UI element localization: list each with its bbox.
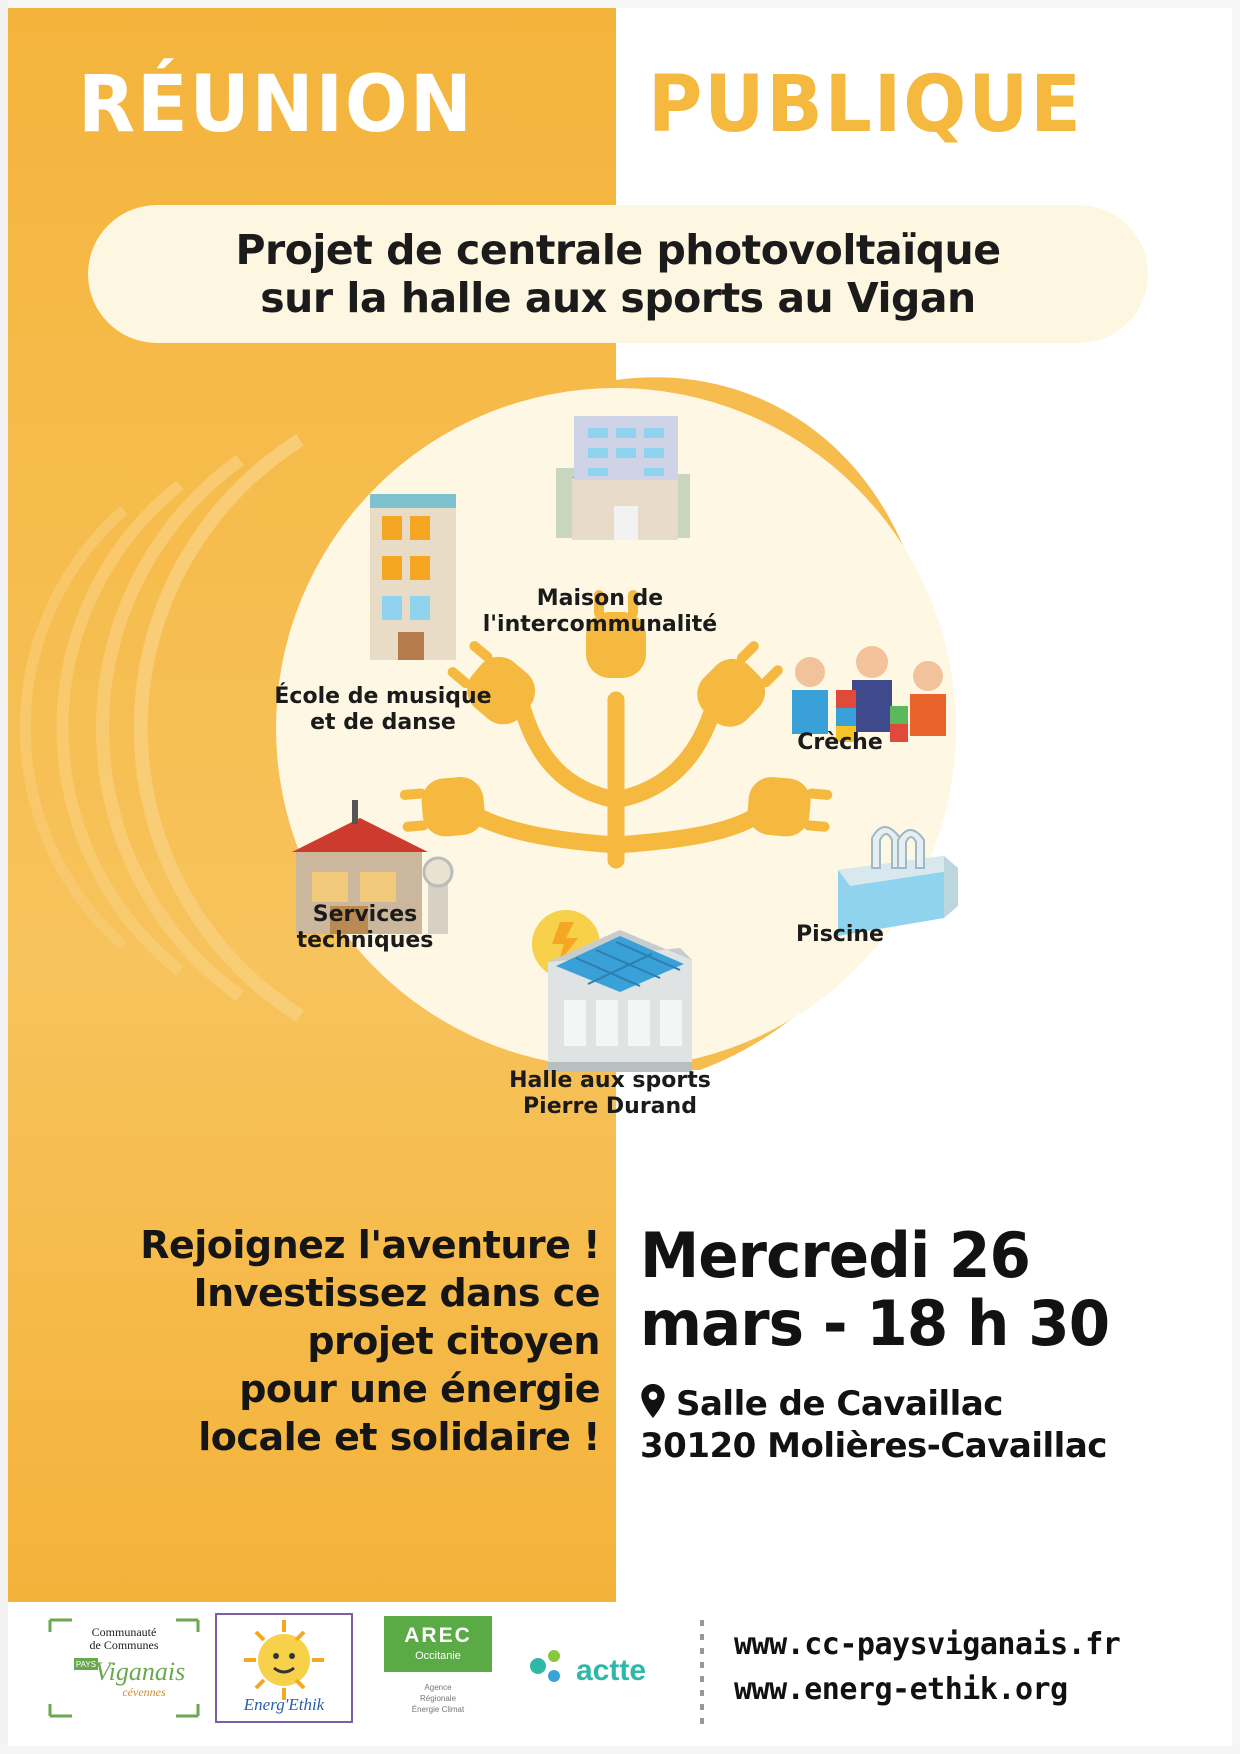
- swimming-pool-art: [838, 827, 958, 936]
- actte-logo: [524, 1640, 684, 1696]
- svg-text:Occitanie: Occitanie: [415, 1650, 461, 1662]
- event-date-line-2: mars - 18 h 30: [640, 1287, 1110, 1361]
- event-venue-line-1: Salle de Cavaillac: [676, 1384, 1003, 1425]
- footer-urls: [734, 1622, 1120, 1712]
- svg-text:Régionale: Régionale: [419, 1694, 457, 1703]
- label-services-techniques: [270, 902, 460, 955]
- label-maison-intercommunalite: [470, 586, 730, 639]
- slogan-line-4: pour une énergie: [239, 1366, 600, 1411]
- svg-text:Energ'Ethik: Energ'Ethik: [243, 1695, 325, 1714]
- communaute-de-communes-pays-viganais-logo: [44, 1616, 204, 1720]
- label-ecole-musique-line1: École de musique: [274, 684, 492, 709]
- creche-children-art: [792, 646, 946, 742]
- svg-text:Énergie Climat: Énergie Climat: [411, 1705, 465, 1714]
- svg-text:actte: actte: [576, 1654, 647, 1687]
- arec-occitanie-logo: [382, 1614, 494, 1722]
- label-maison-intercommunalite-line2: l'intercommunalité: [482, 612, 718, 638]
- label-creche: Crèche: [797, 730, 883, 755]
- url-energ-ethik[interactable]: www.energ-ethik.org: [734, 1672, 1068, 1707]
- footer-divider: [700, 1620, 704, 1724]
- sports-hall-building-art: [532, 910, 692, 1072]
- slogan-line-3: projet citoyen: [307, 1318, 600, 1363]
- svg-text:PAYS: PAYS: [75, 1660, 97, 1669]
- svg-text:Viganais: Viganais: [94, 1657, 186, 1686]
- svg-text:Communauté: Communauté: [91, 1625, 157, 1639]
- svg-text:cévennes: cévennes: [122, 1685, 166, 1699]
- music-school-building-art: [370, 494, 456, 660]
- map-pin-icon: [640, 1384, 666, 1418]
- svg-text:de Communes: de Communes: [89, 1638, 159, 1652]
- label-halle-aux-sports: [460, 1068, 760, 1121]
- label-halle-aux-sports-line1: Halle aux sports: [509, 1068, 711, 1093]
- slogan-line-2: Investissez dans ce: [193, 1270, 600, 1315]
- label-services-techniques-line1: Services: [312, 902, 418, 927]
- url-cc-paysviganais[interactable]: www.cc-paysviganais.fr: [734, 1627, 1121, 1662]
- event-venue-line-2: 30120 Molières-Cavaillac: [640, 1425, 1107, 1466]
- event-details: [640, 1219, 1220, 1467]
- subtitle-line-2: sur la halle aux sports au Vigan: [260, 274, 976, 322]
- svg-text:AREC: AREC: [404, 1624, 472, 1647]
- svg-text:Agence: Agence: [424, 1683, 452, 1692]
- title-word-publique: PUBLIQUE: [648, 60, 1083, 150]
- subtitle-line-1: Projet de centrale photovoltaïque: [235, 225, 1001, 274]
- slogan-line-5: locale et solidaire !: [198, 1414, 600, 1459]
- event-date-line-1: Mercredi 26: [640, 1219, 1030, 1292]
- slogan-line-1: Rejoignez l'aventure !: [140, 1223, 600, 1267]
- label-services-techniques-line2: techniques: [296, 928, 434, 954]
- energethik-logo: [214, 1612, 354, 1724]
- label-piscine: Piscine: [796, 922, 884, 947]
- label-ecole-musique: [258, 684, 508, 737]
- label-ecole-musique-line2: et de danse: [310, 710, 456, 736]
- event-venue: [640, 1384, 1220, 1467]
- label-halle-aux-sports-line2: Pierre Durand: [523, 1094, 697, 1120]
- intercommunality-building-art: [556, 416, 690, 540]
- label-maison-intercommunalite-line1: Maison de: [536, 586, 664, 611]
- title-word-reunion: RÉUNION: [78, 60, 474, 150]
- slogan-block: [40, 1222, 600, 1461]
